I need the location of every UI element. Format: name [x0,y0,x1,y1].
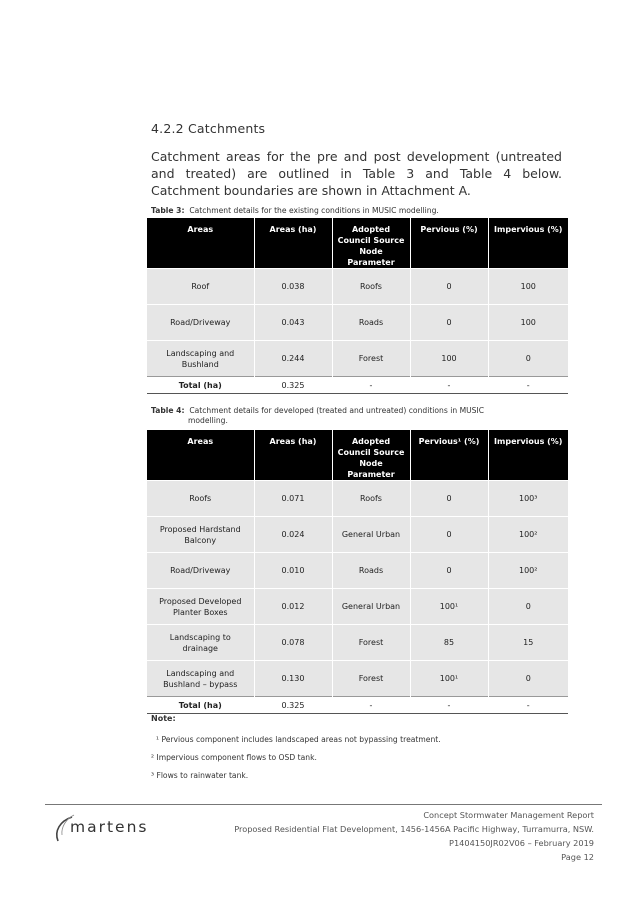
page-footer [234,808,594,864]
table4 [147,430,568,714]
table4-header: Adopted Council Source Node Parameter [332,430,410,481]
table-cell: Landscaping to drainage [147,625,254,661]
table-cell: Roads [332,305,410,341]
table-cell: 0 [410,481,488,517]
table-cell: 0 [410,517,488,553]
table-total-row [147,377,568,394]
note-3: ³ Flows to rainwater tank. [151,771,249,780]
table-cell: 0 [410,269,488,305]
table-cell: - [488,377,568,394]
table-cell: 100¹ [410,661,488,697]
table-cell: 85 [410,625,488,661]
logo-wordmark: martens [70,818,149,836]
table-row [147,589,568,625]
table3-header: Areas [147,218,254,269]
table-cell: - [488,697,568,714]
notes-title: Note: [151,714,176,723]
section-heading: 4.2.2 Catchments [151,121,266,136]
table-cell: 100 [410,341,488,377]
table-cell: 0.024 [254,517,332,553]
table3-header: Areas (ha) [254,218,332,269]
table-row [147,553,568,589]
footer-divider [45,804,602,805]
section-paragraph: Catchment areas for the pre and post development (untreated and treated) are outlined in Table 3 and Table 4 below. Catchment boundaries are shown in Attachment A. [151,149,562,198]
table-row [147,661,568,697]
table3-header: Adopted Council Source Node Parameter [332,218,410,269]
table-cell: Landscaping and Bushland [147,341,254,377]
table-cell: Roof [147,269,254,305]
table-cell: 15 [488,625,568,661]
table-row [147,481,568,517]
table4-header: Areas (ha) [254,430,332,481]
table-cell: General Urban [332,589,410,625]
note-2: ² Impervious component flows to OSD tank. [151,753,317,762]
table-cell: - [332,377,410,394]
table-cell: 0 [488,589,568,625]
table-cell: Road/Driveway [147,553,254,589]
table-cell: Forest [332,661,410,697]
table-cell: 0.010 [254,553,332,589]
table4-caption-cont: modelling. [188,416,228,425]
table-cell: 0 [488,341,568,377]
table-cell: 100³ [488,481,568,517]
table-cell: 100² [488,553,568,589]
table4-header: Impervious (%) [488,430,568,481]
table-row [147,305,568,341]
table-cell: 0.078 [254,625,332,661]
table4-header: Areas [147,430,254,481]
table-cell: Forest [332,341,410,377]
table3-header: Impervious (%) [488,218,568,269]
table4-caption-text: Catchment details for developed (treated and untreated) conditions in MUSIC [189,406,485,415]
table-row [147,625,568,661]
table-cell: 0.071 [254,481,332,517]
table-cell: 0 [410,305,488,341]
table4-caption [151,406,562,426]
table-cell: Forest [332,625,410,661]
table-cell: 0.043 [254,305,332,341]
table-row [147,517,568,553]
footer-project: Proposed Residential Flat Development, 1456-1456A Pacific Highway, Turramurra, NSW. [234,824,594,834]
table3 [147,218,568,394]
table-cell: 0 [410,553,488,589]
table4-header: Pervious¹ (%) [410,430,488,481]
table-cell: Road/Driveway [147,305,254,341]
table-cell: - [332,697,410,714]
table3-caption [151,206,439,215]
table-cell: Total (ha) [147,377,254,394]
table-cell: 0.325 [254,377,332,394]
table3-header: Pervious (%) [410,218,488,269]
footer-report-title: Concept Stormwater Management Report [423,810,594,820]
footer-reference: P1404150JR02V06 – February 2019 [449,838,594,848]
table-cell: Landscaping and Bushland – bypass [147,661,254,697]
table-cell: Roofs [147,481,254,517]
table-total-row [147,697,568,714]
table-cell: 100 [488,269,568,305]
table-cell: 100² [488,517,568,553]
table-cell: 100¹ [410,589,488,625]
table-row [147,341,568,377]
table-cell: 0.130 [254,661,332,697]
table-cell: 0 [488,661,568,697]
table-row [147,269,568,305]
table-cell: Roofs [332,269,410,305]
table-cell: 0.244 [254,341,332,377]
table-cell: - [410,377,488,394]
table-cell: - [410,697,488,714]
table-cell: 100 [488,305,568,341]
table-cell: 0.038 [254,269,332,305]
table-cell: Roofs [332,481,410,517]
table-cell: Total (ha) [147,697,254,714]
table-cell: General Urban [332,517,410,553]
note-1: ¹ Pervious component includes landscaped areas not bypassing treatment. [156,735,441,744]
table4-label: Table 4: [151,406,185,415]
table-cell: 0.325 [254,697,332,714]
notes [151,714,441,789]
footer-page-number: Page 12 [561,852,594,862]
table-cell: Proposed Developed Planter Boxes [147,589,254,625]
table-cell: Proposed Hardstand Balcony [147,517,254,553]
table-cell: 0.012 [254,589,332,625]
table-cell: Roads [332,553,410,589]
table3-label: Table 3: [151,206,185,215]
table3-caption-text: Catchment details for the existing conditions in MUSIC modelling. [189,206,439,215]
